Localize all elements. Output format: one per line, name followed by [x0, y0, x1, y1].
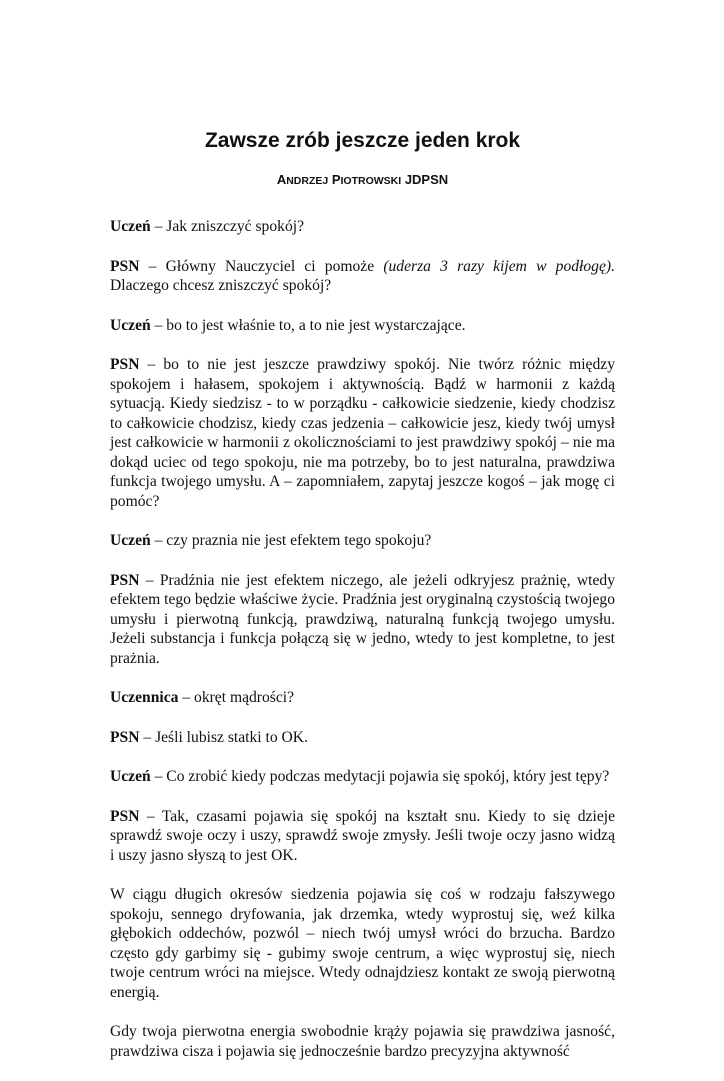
paragraph-text: – Główny Nauczyciel ci pomoże: [139, 257, 384, 275]
speaker-label: Uczennica: [110, 689, 179, 706]
paragraph-text: – czy praznia nie jest efektem tego spokoju?: [150, 532, 432, 549]
paragraph: [110, 355, 615, 511]
author-first-initial: A: [276, 172, 287, 187]
paragraph-text: – okręt mądrości?: [178, 689, 295, 706]
document-body: [110, 217, 615, 1081]
speaker-label: Uczeń: [110, 316, 151, 334]
paragraph: [110, 531, 615, 551]
paragraph: [110, 885, 615, 1002]
speaker-label: Uczeń: [110, 532, 151, 549]
page-title: Zawsze zrób jeszcze jeden krok: [204, 129, 521, 152]
paragraph-text-after: Dlaczego chcesz zniszczyć spokój?: [110, 277, 332, 294]
paragraph: [110, 316, 615, 336]
paragraph-text: – Jak zniszczyć spokój?: [150, 218, 304, 235]
speaker-label: PSN: [110, 356, 140, 373]
paragraph-text: W ciągu długich okresów siedzenia pojawia się coś w rodzaju fałszywego spokoju, sennego dryfowania, jak drzemka, wtedy wyprostuj się, weź kilka głębokich oddechów, pozwól – niech twój umysł wróci do brzucha. Bardzo często gdy garbimy się - gubimy swoje centrum, a więc wyprostuj się, niech twoje centrum wróci na miejsce. Wtedy odnajdziesz kontakt ze swoją pierwotną energią.: [110, 886, 615, 1001]
speaker-label: PSN: [110, 728, 140, 746]
speaker-label: PSN: [110, 571, 140, 589]
author-first-rest: NDRZEJ: [286, 175, 329, 187]
speaker-label: PSN: [110, 257, 140, 275]
paragraph: [110, 571, 615, 669]
stage-direction: (uderza 3 razy kijem w podłogę).: [383, 257, 615, 275]
author-suffix: JDPSN: [404, 172, 449, 187]
paragraph-text: – bo to jest właśnie to, a to nie jest wystarczające.: [150, 316, 466, 334]
author-line: [110, 172, 615, 189]
author-last-initial: P: [331, 172, 341, 187]
author-last-rest: IOTROWSKI: [340, 175, 402, 187]
paragraph-text: – Pradźnia nie jest efektem niczego, ale jeżeli odkryjesz prażnię, wtedy efektem tego będzie właściwe życie. Pradźnia jest oryginalną czystością twojego umysłu i pierwotną funkcją, prawdziwą, naturalną funkcją twojego umysłu. Jeżeli substancja i funkcja połączą się w jedno, wtedy to jest kompletne, to jest prażnia.: [110, 571, 615, 667]
speaker-label: Uczeń: [110, 218, 151, 235]
paragraph-text: Gdy twoja pierwotna energia swobodnie krąży pojawia się prawdziwa jasność, prawdziwa cisza i pojawia się jednocześnie bardzo precyzyjna aktywność: [110, 1023, 615, 1060]
paragraph-text: – Co zrobić kiedy podczas medytacji pojawia się spokój, który jest tępy?: [150, 768, 610, 785]
paragraph-text: – Tak, czasami pojawia się spokój na kształt snu. Kiedy to się dzieje sprawdź swoje oczy i uszy, sprawdź swoje zmysły. Jeśli twoje oczy jasno widzą i uszy jasno słyszą to jest OK.: [110, 807, 615, 864]
paragraph: [110, 807, 615, 866]
paragraph: [110, 217, 615, 237]
paragraph: [110, 1022, 615, 1061]
speaker-label: Uczeń: [110, 768, 151, 785]
paragraph-text: – bo to nie jest jeszcze prawdziwy spokój. Nie twórz różnic między spokojem i hałasem, spokojem i aktywnością. Bądź w harmonii z każdą sytuacją. Kiedy siedzisz - to w porządku - całkowicie siedzenie, kiedy chodzisz to całkowicie chodzisz, kiedy czas jedzenia – całkowicie jesz, kiedy twój umysł jest całkowicie w harmonii z okolicznościami to jest prawdziwy spokój – nie ma dokąd uciec od tego spokoju, nie ma potrzeby, bo to jest naturalna, prawdziwa funkcja twojego umysłu. A – zapomniałem, zapytaj jeszcze kogoś – jak mogę ci pomóc?: [110, 356, 615, 510]
paragraph-text: – Jeśli lubisz statki to OK.: [139, 728, 308, 746]
paragraph: [110, 688, 615, 708]
paragraph: [110, 257, 615, 296]
speaker-label: PSN: [110, 807, 140, 825]
paragraph: [110, 767, 615, 787]
paragraph: [110, 728, 615, 748]
